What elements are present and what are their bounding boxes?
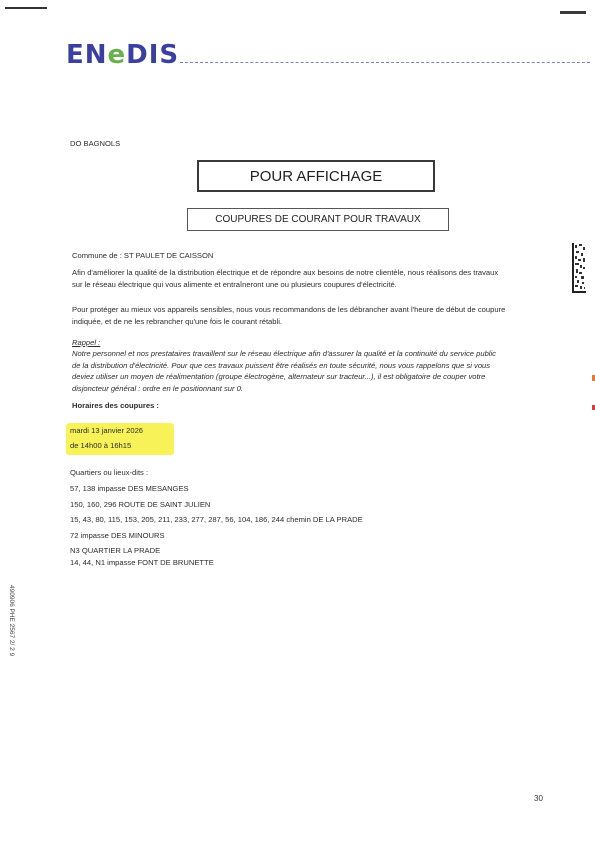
protection-line-1: Pour protéger au mieux vos appareils sensibles, nous vous recommandons de les débrancher avant l'heure de début de coupure [72,305,506,314]
enedis-logo [66,40,179,70]
scan-corner-mark [560,11,586,14]
logo-text-accent: e [107,40,127,70]
logo-dashed-line [180,62,590,63]
title-box [197,160,435,192]
side-reference-stamp [5,585,17,685]
quartier-item: N3 QUARTIER LA PRADE [70,546,161,555]
outage-time: de 14h00 à 16h15 [70,441,132,450]
side-reference-text: 490906 PHE 2567 2/ 2 9 [8,585,15,657]
rappel-line: deviez utiliser un moyen de réalimentation (groupe électrogène, alternateur sur tracteur...), il est obligatoire de couper votre [72,372,486,381]
rappel-line: de la distribution d'électricité. Pour que ces travaux puissent être réalisés en toute sécurité, nous vous rappelons que si vous [72,360,491,370]
subtitle-box [187,208,449,231]
intro-paragraph [72,267,547,290]
quartiers-label: Quartiers ou lieux-dits : [70,468,149,477]
quartier-item: 14, 44, N1 impasse FONT DE BRUNETTE [70,558,214,567]
datamatrix-code [572,243,586,293]
page-subtitle: COUPURES DE COURANT POUR TRAVAUX [215,214,421,225]
rappel-paragraph [72,348,532,394]
logo-text-end: DIS [126,40,180,70]
logo-text-start: EN [66,40,108,70]
page-title: POUR AFFICHAGE [249,167,383,185]
intro-line-2: sur le réseau électrique qui vous alimente et entraîneront une ou plusieurs coupures d'électricité. [72,279,397,289]
protection-paragraph [72,304,547,327]
quartier-item: 150, 160, 296 ROUTE DE SAINT JULIEN [70,500,211,509]
protection-line-2: indiquée, et de ne les rebrancher qu'une fois le courant rétabli. [72,316,282,326]
horaires-label: Horaires des coupures : [72,401,159,410]
intro-line-1: Afin d'améliorer la qualité de la distribution électrique et de répondre aux besoins de notre clientèle, nous réalisons des travaux [72,268,499,277]
rappel-title: Rappel : [72,338,101,347]
quartier-item: 15, 43, 80, 115, 153, 205, 211, 233, 277, 287, 56, 104, 186, 244 chemin DE LA PRADE [70,515,363,524]
quartier-item: 57, 138 impasse DES MESANGES [70,484,189,493]
outage-date: mardi 13 janvier 2026 [70,426,144,435]
do-name: DO BAGNOLS [70,139,121,148]
scan-edge-mark [5,7,47,9]
rappel-line: Notre personnel et nos prestataires travaillent sur le réseau électrique afin d'assurer la qualité et la continuité du service public [72,349,496,358]
page-number: 30 [534,794,543,803]
commune-line: Commune de : ST PAULET DE CAISSON [72,251,214,260]
quartier-item: 72 impasse DES MINOURS [70,531,165,540]
rappel-line: disjoncteur général : ordre en le positionnant sur 0. [72,383,243,393]
